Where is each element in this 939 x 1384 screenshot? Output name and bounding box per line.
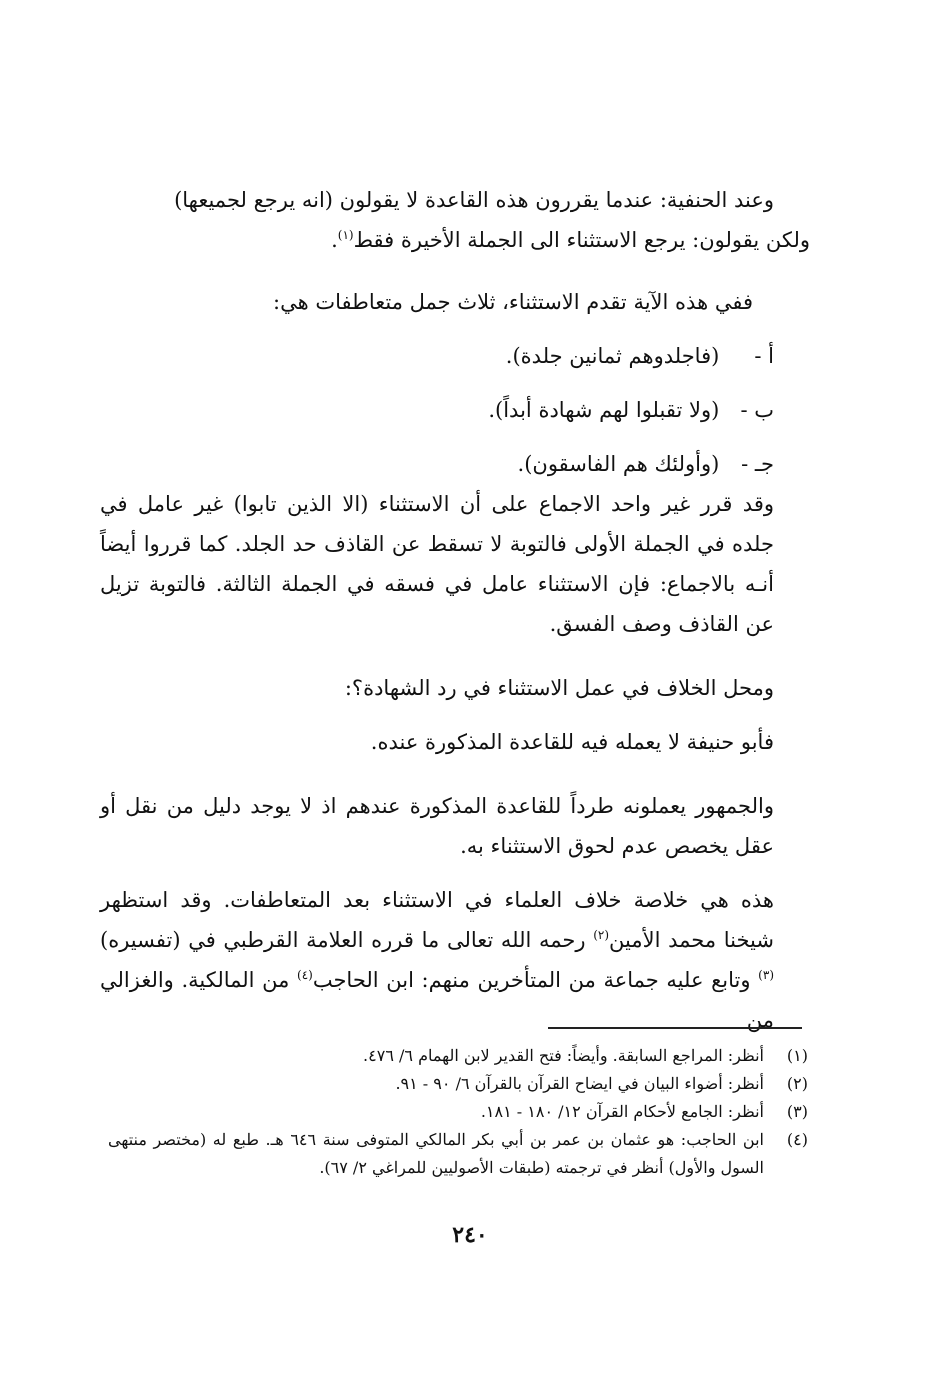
list-item-marker: أ - <box>754 344 774 368</box>
footnote-number: (١) <box>786 1046 808 1065</box>
footnote-item <box>108 1098 808 1126</box>
footnote-ref-4: (٤) <box>297 968 313 982</box>
list-item-text: (ولا تقبلوا لهم شهادة أبداً). <box>488 398 720 422</box>
paragraph-summary-part-d: من المالكية. والغزالي من <box>100 968 774 1032</box>
list-item <box>100 386 810 434</box>
list-item <box>100 440 810 488</box>
list-item <box>100 332 810 380</box>
footnote-item <box>108 1126 808 1182</box>
list-item-marker: ب - <box>740 398 774 422</box>
list-item-text: (فاجلدوهم ثمانين جلدة). <box>505 344 720 368</box>
footnote-divider <box>548 1027 802 1029</box>
footnote-text: ابن الحاجب: هو عثمان بن عمر بن أبي بكر المالكي المتوفى سنة ٦٤٦ هـ. طبع له (مختصر منتهى السول والأول) أنظر في ترجمته (طبقات الأصوليين للمراغي ٢/ ٦٧). <box>108 1130 764 1177</box>
paragraph-majority-text: والجمهور يعملونه طرداً للقاعدة المذكورة عندهم اذ لا يوجد دليل من نقل أو عقل يخصص عدم لحوق الاستثناء به. <box>100 794 774 858</box>
paragraph-dispute <box>100 668 810 776</box>
paragraph-summary-text <box>100 880 810 1040</box>
paragraph-dispute-text: ومحل الخلاف في عمل الاستثناء في رد الشهادة؟: <box>344 676 774 700</box>
paragraph-majority <box>100 786 810 866</box>
paragraph-hanafi-line2 <box>100 220 810 260</box>
footnote-number: (٢) <box>786 1074 808 1093</box>
list-item-marker: جـ - <box>741 452 774 476</box>
paragraph-consensus-text: وقد قرر غير واحد الاجماع على أن الاستثناء (الا الذين تابوا) غير عامل في جلده في الجملة الأولى فالتوبة لا تسقط عن القاذف حد الجلد. كما قرروا أيضاً أنـه بالاجماع: فإن الاستثناء عامل في فسقه في الجملة الثالثة. فالتوبة تزيل عن القاذف وصف الفسق. <box>100 492 774 636</box>
footnote-ref-1: (١) <box>337 228 354 242</box>
paragraph-verse-intro <box>153 282 753 322</box>
footnote-text: أنظر: المراجع السابقة. وأيضاً: فتح القدير لابن الهمام ٦/ ٤٧٦. <box>363 1046 764 1065</box>
paragraph-abu-hanifa-text: فأبو حنيفة لا يعمله فيه للقاعدة المذكورة عنده. <box>370 730 774 754</box>
paragraph-summary-part-c: وتابع عليه جماعة من المتأخرين منهم: ابن الحاجب <box>312 968 759 992</box>
paragraph-consensus <box>100 484 810 644</box>
page-number: ٢٤٠ <box>452 1222 488 1248</box>
paragraph-verse-intro-text: ففي هذه الآية تقدم الاستثناء، ثلاث جمل متعاطفات هي: <box>273 290 753 314</box>
paragraph-summary <box>100 880 810 1040</box>
paragraph-hanafi <box>100 180 810 260</box>
footnote-ref-2: (٢) <box>593 928 610 942</box>
paragraph-summary-part-b: رحمه الله تعالى ما قرره العلامة القرطبي في (تفسيره) <box>100 928 594 952</box>
footnote-number: (٣) <box>786 1102 808 1121</box>
footnote-item <box>108 1042 808 1070</box>
paragraph-hanafi-end: . <box>331 228 338 252</box>
paragraph-hanafi-line2-text: ولكن يقولون: يرجع الاستثناء الى الجملة الأخيرة فقط <box>353 228 810 252</box>
footnote-item <box>108 1070 808 1098</box>
clauses-list <box>100 332 810 494</box>
footnote-ref-3: (٣) <box>758 968 774 982</box>
footnotes-section <box>108 1042 808 1182</box>
paragraph-summary-part-a: هذه هي خلاصة خلاف العلماء في الاستثناء بعد المتعاطفات. وقد استظهر شيخنا محمد الأمين <box>100 888 774 952</box>
footnote-text: أنظر: أضواء البيان في ايضاح القرآن بالقرآن ٦/ ٩٠ - ٩١. <box>395 1074 764 1093</box>
footnote-number: (٤) <box>786 1130 808 1149</box>
footnote-text: أنظر: الجامع لأحكام القرآن ١٢/ ١٨٠ - ١٨١. <box>480 1102 764 1121</box>
list-item-text: (وأولئك هم الفاسقون). <box>517 452 720 476</box>
paragraph-hanafi-line1: وعند الحنفية: عندما يقررون هذه القاعدة لا يقولون (انه يرجع لجميعها) <box>174 188 774 212</box>
